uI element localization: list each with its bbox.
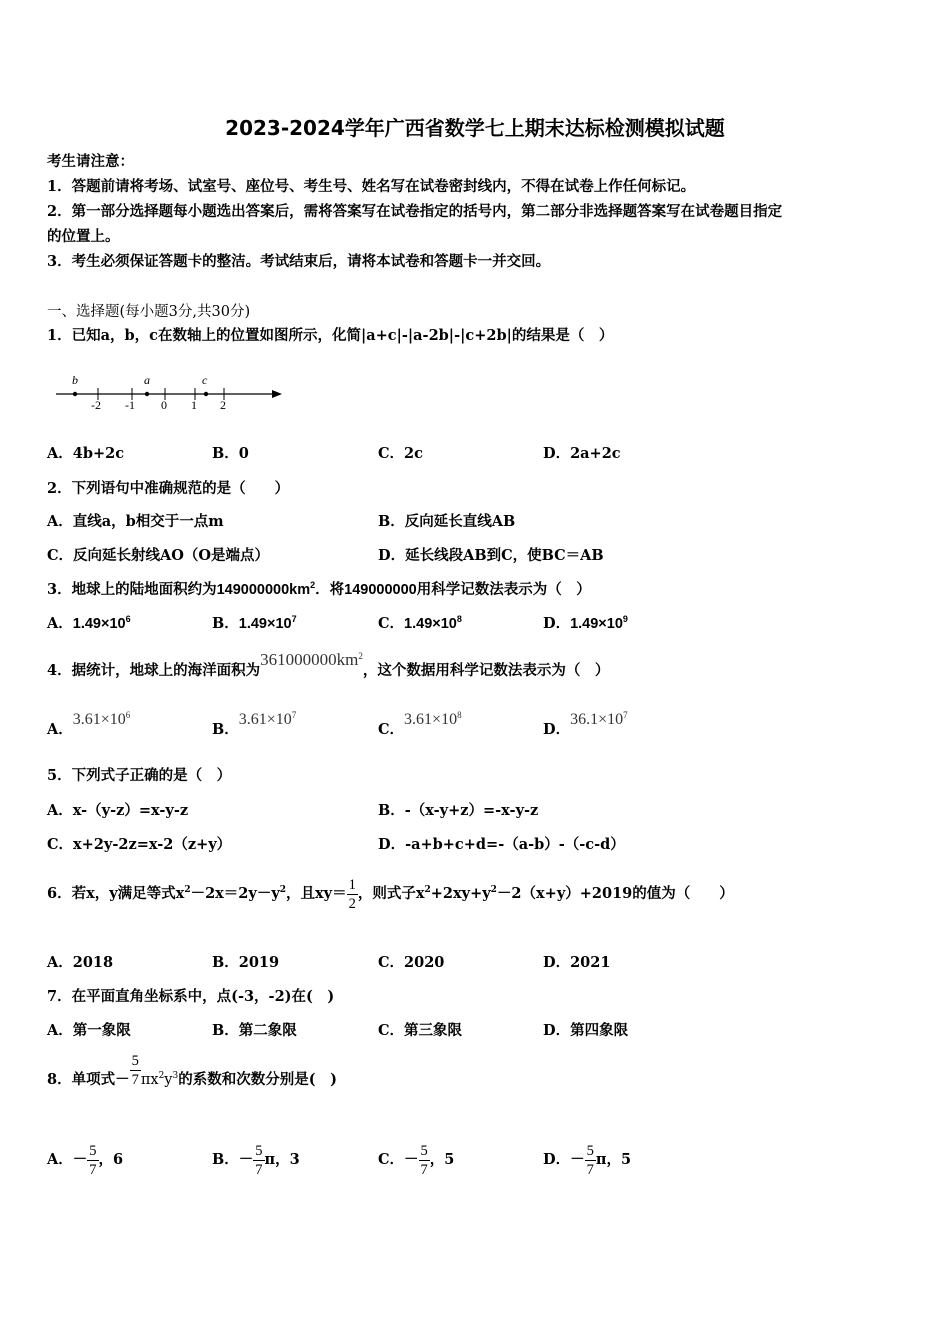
q1-option-a[interactable]: A．4b+2c <box>47 445 125 462</box>
tick-label: 1 <box>191 398 197 412</box>
q6-option-b[interactable]: B．2019 <box>212 954 280 971</box>
q4-stem: 4．据统计，地球上的海洋面积为$361000000km^2$，这个数据用科学记数法表示为（ ） <box>47 650 610 679</box>
point-b <box>73 392 77 396</box>
point-c <box>204 392 208 396</box>
q4-option-d[interactable]: D．$36.1\times 10^7$ <box>543 710 628 738</box>
q7-option-a[interactable]: A．第一象限 <box>47 1022 131 1039</box>
q1-option-d[interactable]: D．2a+2c <box>543 445 621 462</box>
q3-option-d[interactable]: D．$1.49\times 10^9$ <box>543 614 628 632</box>
q6-stem: 6．若x，y满足等式$x^2-2x=2y-y^2$，且xy＝ $\frac{1}{2}$ ，则式子$x^2+2xy+y^2-2(x+y)+2019$的值为（ ） <box>47 876 734 912</box>
q8-stem: 8．单项式－ $\frac{5}{7}$ $\pi x^2y^3$的系数和次数分别是( ) <box>47 1052 337 1088</box>
q6-option-d[interactable]: D．2021 <box>543 954 611 971</box>
q8-option-d[interactable]: D．－ $\frac{5}{7}$ π，5 <box>543 1142 632 1178</box>
q4-option-c[interactable]: C．$3.61\times 10^8$ <box>378 710 462 738</box>
q8-fraction: $\frac{5}{7}$ <box>131 1052 139 1088</box>
q7-option-c[interactable]: C．第三象限 <box>378 1022 463 1039</box>
q5-option-c[interactable]: C．x+2y-2z=x-2（z+y） <box>47 836 232 853</box>
q8-option-a[interactable]: A．－ $\frac{5}{7}$ ，6 <box>47 1142 124 1178</box>
q7-option-b[interactable]: B．第二象限 <box>212 1022 297 1039</box>
q2-option-b[interactable]: B．反向延长直线AB <box>378 513 516 530</box>
notice-item-2-cont: 的位置上。 <box>47 228 120 245</box>
q2-option-c[interactable]: C．反向延长射线AO（O是端点） <box>47 547 270 564</box>
q3-option-a[interactable]: A．$1.49\times 10^6$ <box>47 614 131 632</box>
point-label-a: a <box>144 373 150 387</box>
q1-option-c[interactable]: C．2c <box>378 445 423 462</box>
notice-item-3: 3．考生必须保证答题卡的整洁。考试结束后，请将本试卷和答题卡一并交回。 <box>47 253 551 270</box>
q5-option-a[interactable]: A．x-（y-z）=x-y-z <box>47 802 189 819</box>
notice-heading: 考生请注意： <box>47 153 134 170</box>
q5-stem: 5．下列式子正确的是（ ） <box>47 767 232 784</box>
q3-option-c[interactable]: C．$1.49\times 10^8$ <box>378 614 462 632</box>
number-line-figure <box>52 368 288 414</box>
q1-stem: 1．已知a，b，c在数轴上的位置如图所示，化简|a+c|-|a-2b|-|c+2b|的结果是（ ） <box>47 327 614 344</box>
notice-item-2: 2．第一部分选择题每小题选出答案后，需将答案写在试卷指定的括号内，第二部分非选择题答案写在试卷题目指定 <box>47 203 783 220</box>
tick-label: -2 <box>91 398 101 412</box>
q4-option-b[interactable]: B．$3.61\times 10^7$ <box>212 710 297 738</box>
q8-option-c[interactable]: C．－ $\frac{5}{7}$ ，5 <box>378 1142 455 1178</box>
q8-option-b[interactable]: B．－ $\frac{5}{7}$ π，3 <box>212 1142 300 1178</box>
q2-option-a[interactable]: A．直线a，b相交于一点m <box>47 513 224 530</box>
point-label-c: c <box>202 373 208 387</box>
section-heading: 一、选择题(每小题3分,共30分) <box>47 304 251 320</box>
q5-option-b[interactable]: B．-（x-y+z）=-x-y-z <box>378 802 539 819</box>
q3-option-b[interactable]: B．$1.49\times 10^7$ <box>212 614 297 632</box>
q2-option-d[interactable]: D．延长线段AB到C，使BC＝AB <box>378 547 604 564</box>
q5-option-d[interactable]: D．-a+b+c+d=-（a-b）-（-c-d） <box>378 836 625 853</box>
tick-label: 0 <box>161 398 167 412</box>
q4-option-a[interactable]: A．$3.61\times 10^6$ <box>47 710 131 738</box>
notice-item-1: 1．答题前请将考场、试室号、座位号、考生号、姓名写在试卷密封线内，不得在试卷上作任何标记。 <box>47 178 696 195</box>
q7-stem: 7．在平面直角坐标系中，点(-3，-2)在( ) <box>47 988 335 1005</box>
q1-option-b[interactable]: B．0 <box>212 445 249 462</box>
q2-stem: 2．下列语句中准确规范的是（ ） <box>47 480 290 497</box>
point-a <box>145 392 149 396</box>
tick-label: 2 <box>220 398 226 412</box>
q7-option-d[interactable]: D．第四象限 <box>543 1022 629 1039</box>
q4-formula: $361000000km^2$ <box>260 650 363 669</box>
q6-fraction: $\frac{1}{2}$ <box>348 876 356 912</box>
page-title: 2023-2024学年广西省数学七上期末达标检测模拟试题 <box>225 116 725 140</box>
q6-option-c[interactable]: C．2020 <box>378 954 445 971</box>
q3-stem: 3．地球上的陆地面积约为$149000000km^2$．将149000000用科学记数法表示为（ ） <box>47 580 591 598</box>
point-label-b: b <box>72 373 78 387</box>
tick-label: -1 <box>125 398 135 412</box>
q6-option-a[interactable]: A．2018 <box>47 954 114 971</box>
